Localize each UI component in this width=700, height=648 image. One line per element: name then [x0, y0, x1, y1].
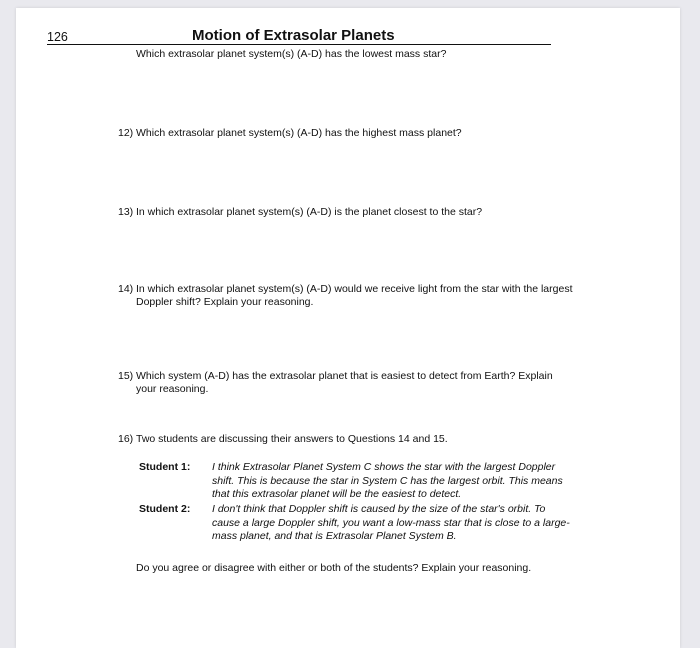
question-12 — [118, 127, 462, 140]
question-13-number: 13) — [118, 206, 134, 218]
question-12-number: 12) — [118, 127, 134, 139]
student-1-line-1: I think Extrasolar Planet System C shows the star with the largest Doppler — [212, 461, 556, 473]
student-2-statement — [212, 503, 606, 544]
question-15-line-1: Which system (A-D) has the extrasolar planet that is easiest to detect from Earth? Explain — [136, 370, 553, 382]
question-16 — [118, 433, 448, 446]
question-14-line-2: Doppler shift? Explain your reasoning. — [136, 296, 314, 308]
question-16-prompt-text: Do you agree or disagree with either or both of the students? Explain your reasoning. — [136, 562, 532, 574]
student-1-line-3: that this extrasolar planet will be the easiest to detect. — [212, 488, 462, 500]
student-1-label: Student 1: — [139, 461, 191, 473]
student-1-line-2: shift. This is because the star in System C has the largest orbit. This means — [212, 474, 563, 487]
question-14-number: 14) — [118, 283, 134, 295]
question-16-prompt — [136, 562, 531, 575]
page-title: Motion of Extrasolar Planets — [192, 27, 395, 44]
question-13 — [118, 206, 482, 219]
question-14-line-1: In which extrasolar planet system(s) (A-D) would we receive light from the star with the largest — [136, 283, 573, 295]
worksheet-page — [16, 8, 680, 648]
student-2-label: Student 2: — [139, 503, 191, 515]
question-12-text: Which extrasolar planet system(s) (A-D) has the highest mass planet? — [136, 127, 462, 139]
question-15-line-2: your reasoning. — [136, 383, 209, 395]
question-15-number: 15) — [118, 370, 134, 382]
student-1-statement — [212, 461, 606, 502]
question-16-number: 16) — [118, 433, 134, 445]
question-11-text: Which extrasolar planet system(s) (A-D) has the lowest mass star? — [136, 48, 447, 60]
question-15 — [118, 370, 553, 396]
header-rule — [47, 44, 551, 45]
student-2-line-2: cause a large Doppler shift, you want a low-mass star that is close to a large- — [212, 516, 570, 529]
student-2-line-3: mass planet, and that is Extrasolar Planet System B. — [212, 530, 457, 542]
question-16-text: Two students are discussing their answers to Questions 14 and 15. — [136, 433, 448, 445]
question-11 — [136, 48, 446, 61]
question-13-text: In which extrasolar planet system(s) (A-D) is the planet closest to the star? — [136, 206, 483, 218]
student-2-line-1: I don't think that Doppler shift is caused by the size of the star's orbit. To — [212, 503, 546, 515]
page-number: 126 — [47, 30, 68, 44]
question-14 — [118, 283, 573, 309]
